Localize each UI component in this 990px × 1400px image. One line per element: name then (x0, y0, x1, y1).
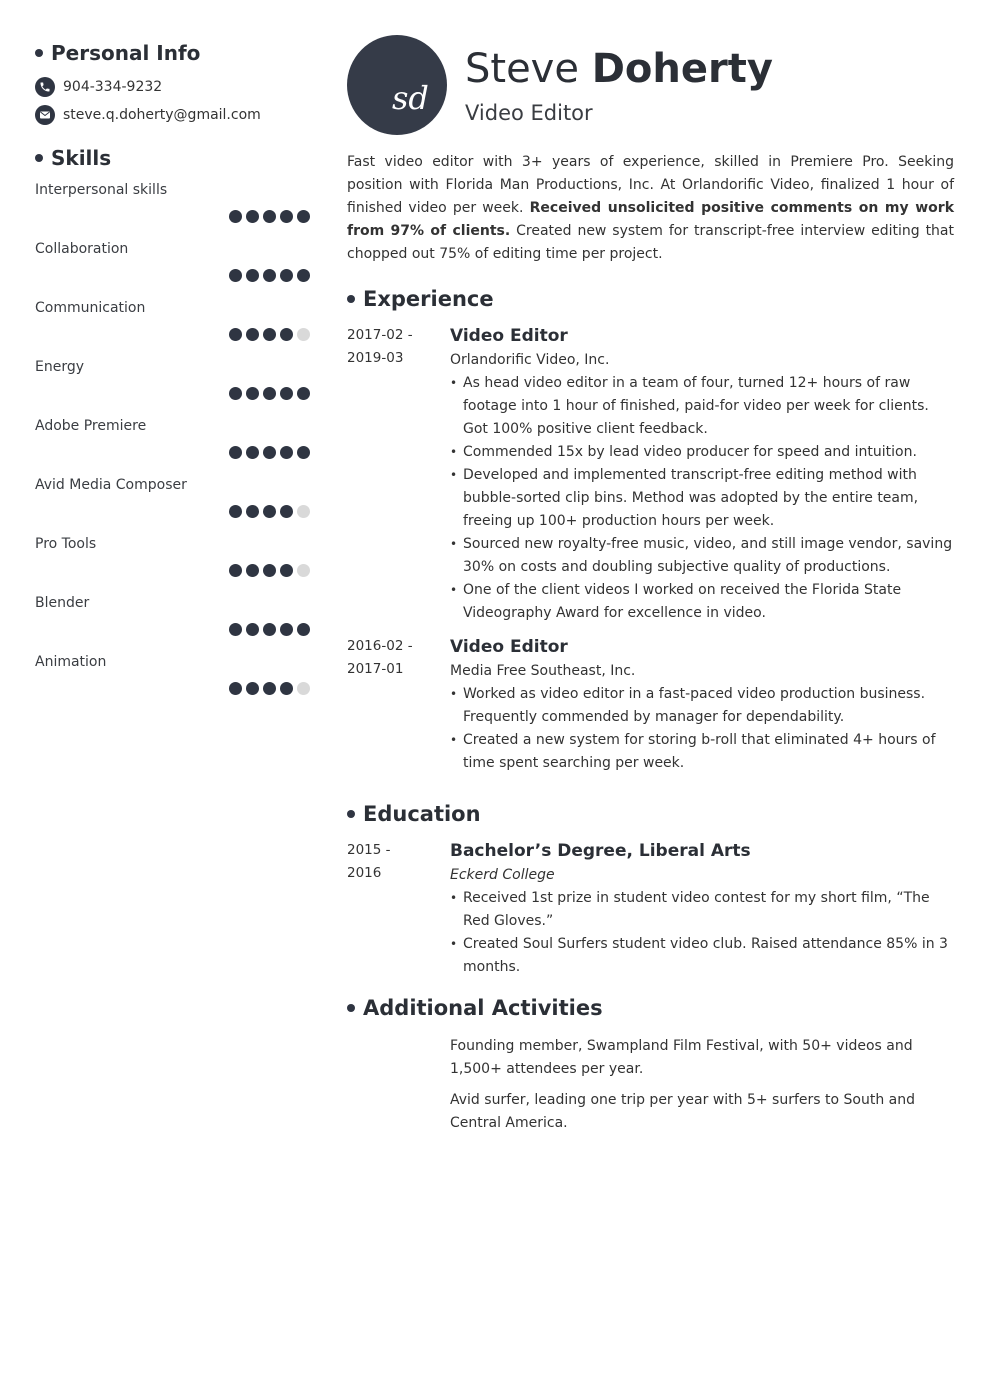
resume-header (347, 35, 954, 135)
skill-name: Animation (35, 654, 107, 670)
company: Orlandorific Video, Inc. (450, 352, 610, 368)
rating-dot-empty (297, 328, 310, 341)
email-icon (35, 105, 55, 125)
rating-dot-filled (246, 446, 259, 459)
name-block (465, 45, 773, 125)
job-title: Video Editor (450, 326, 568, 346)
rating-dot-filled (280, 210, 293, 223)
skill-row (35, 654, 310, 713)
skill-name: Pro Tools (35, 536, 97, 552)
company: Media Free Southeast, Inc. (450, 663, 636, 679)
activities-heading-text: Additional Activities (363, 996, 603, 1020)
rating-dot-filled (229, 682, 242, 695)
skills-heading (35, 143, 310, 173)
education-bullets (450, 887, 954, 979)
rating-dot-filled (280, 446, 293, 459)
rating-dot-empty (297, 682, 310, 695)
experience-list (347, 324, 954, 775)
summary-text-end: Created new system for transcript-free interview editing that chopped out 75% of editing time per project. (347, 223, 954, 262)
skills-list (35, 182, 310, 713)
rating-dot-filled (229, 387, 242, 400)
experience-heading (347, 284, 954, 314)
rating-dot-filled (229, 505, 242, 518)
skill-row (35, 595, 310, 654)
skill-name: Interpersonal skills (35, 182, 168, 198)
rating-dot-filled (263, 269, 276, 282)
activities-body (450, 1035, 954, 1143)
skill-name: Blender (35, 595, 90, 611)
job-bullets (450, 372, 954, 625)
list-item: • Commended 15x by lead video producer for speed and intuition. (450, 441, 954, 464)
skill-rating (225, 446, 310, 459)
rating-dot-filled (246, 387, 259, 400)
rating-dot-filled (297, 210, 310, 223)
experience-entry (347, 635, 954, 775)
rating-dot-filled (297, 623, 310, 636)
rating-dot-filled (229, 564, 242, 577)
list-item: • One of the client videos I worked on received the Florida State Videography Award for excellence in video. (450, 579, 954, 625)
avatar (347, 35, 447, 135)
skill-row (35, 182, 310, 241)
education-heading (347, 799, 954, 829)
list-item: • Worked as video editor in a fast-paced video production business. Frequently commended by manager for dependability. (450, 683, 954, 729)
personal-info-heading (35, 38, 310, 68)
rating-dot-filled (246, 328, 259, 341)
date-end: 2016 (347, 865, 382, 881)
last-name: Doherty (591, 46, 773, 92)
rating-dot-filled (229, 210, 242, 223)
rating-dot-filled (280, 623, 293, 636)
rating-dot-filled (280, 564, 293, 577)
degree: Bachelor’s Degree, Liberal Arts (450, 841, 751, 861)
email-address[interactable]: steve.q.doherty@gmail.com (63, 107, 261, 123)
rating-dot-filled (246, 564, 259, 577)
activity-item: Founding member, Swampland Film Festival, with 50+ videos and 1,500+ attendees per year. (450, 1038, 913, 1077)
rating-dot-filled (263, 682, 276, 695)
skill-name: Adobe Premiere (35, 418, 147, 434)
activities-spacer (347, 1035, 450, 1143)
skill-row (35, 241, 310, 300)
skill-rating (225, 210, 310, 223)
rating-dot-filled (280, 505, 293, 518)
activity-item: Avid surfer, leading one trip per year with 5+ surfers to South and Central America. (450, 1092, 916, 1131)
date-start: 2016-02 - (347, 638, 413, 654)
phone-row (35, 73, 310, 101)
rating-dot-filled (229, 269, 242, 282)
rating-dot-filled (229, 623, 242, 636)
job-dates (347, 635, 450, 775)
job-title: Video Editor (450, 637, 568, 657)
summary-text: Fast video editor with 3+ years of experience, skilled in Premiere Pro. Seeking position with Florida Man Productions, Inc. At Orlandorific Video, finalized 1 hour of finished video per week. (347, 154, 954, 216)
skill-name: Communication (35, 300, 146, 316)
phone-number: 904-334-9232 (63, 79, 163, 95)
rating-dot-filled (297, 446, 310, 459)
rating-dot-filled (263, 505, 276, 518)
first-name: Steve (465, 46, 579, 92)
skill-row (35, 359, 310, 418)
skill-rating (225, 623, 310, 636)
skill-row (35, 418, 310, 477)
job-body (450, 635, 954, 775)
date-start: 2017-02 - (347, 327, 413, 343)
list-item: • Sourced new royalty-free music, video, and still image vendor, saving 30% on costs and doubling subjective quality of productions. (450, 533, 954, 579)
skill-rating (225, 564, 310, 577)
experience-entry (347, 324, 954, 625)
rating-dot-filled (280, 328, 293, 341)
rating-dot-filled (246, 505, 259, 518)
rating-dot-filled (246, 210, 259, 223)
skill-name: Energy (35, 359, 85, 375)
skill-rating (225, 505, 310, 518)
skill-name: Avid Media Composer (35, 477, 187, 493)
experience-heading-text: Experience (363, 287, 494, 311)
job-body (450, 324, 954, 625)
list-item: • Created Soul Surfers student video club. Raised attendance 85% in 3 months. (450, 933, 954, 979)
rating-dot-filled (246, 682, 259, 695)
rating-dot-empty (297, 505, 310, 518)
heading-bullet (35, 49, 43, 57)
skill-row (35, 300, 310, 359)
rating-dot-empty (297, 564, 310, 577)
job-title: Video Editor (465, 101, 593, 125)
list-item: • Created a new system for storing b-roll that eliminated 4+ hours of time spent searching per week. (450, 729, 954, 775)
sidebar (35, 38, 310, 713)
skill-rating (225, 682, 310, 695)
rating-dot-filled (263, 328, 276, 341)
date-start: 2015 - (347, 842, 391, 858)
skill-row (35, 536, 310, 595)
email-row (35, 101, 310, 129)
skill-rating (225, 328, 310, 341)
skill-row (35, 477, 310, 536)
rating-dot-filled (229, 328, 242, 341)
phone-icon (35, 77, 55, 97)
rating-dot-filled (263, 623, 276, 636)
skill-rating (225, 387, 310, 400)
rating-dot-filled (263, 210, 276, 223)
heading-bullet (347, 295, 355, 303)
summary (347, 151, 954, 266)
list-item: • Received 1st prize in student video contest for my short film, “The Red Gloves.” (450, 887, 954, 933)
avatar-initials: sd (392, 79, 429, 117)
main-content (347, 35, 954, 1143)
school: Eckerd College (450, 867, 555, 883)
job-bullets (450, 683, 954, 775)
rating-dot-filled (263, 564, 276, 577)
skill-rating (225, 269, 310, 282)
education-heading-text: Education (363, 802, 481, 826)
job-dates (347, 324, 450, 625)
rating-dot-filled (297, 387, 310, 400)
summary-highlight: Received unsolicited positive comments on my work from 97% of clients. (347, 200, 954, 239)
list-item: • Developed and implemented transcript-free editing method with bubble-sorted clip bins. Method was adopted by the entire team, freeing up 100+ production hours per week. (450, 464, 954, 533)
rating-dot-filled (246, 623, 259, 636)
skills-heading-text: Skills (51, 146, 112, 170)
rating-dot-filled (246, 269, 259, 282)
rating-dot-filled (229, 446, 242, 459)
education-body (450, 839, 954, 979)
list-item: • As head video editor in a team of four, turned 12+ hours of raw footage into 1 hour of finished, paid-for video per week for clients. Got 100% positive client feedback. (450, 372, 954, 441)
date-end: 2019-03 (347, 350, 404, 366)
personal-info-heading-text: Personal Info (51, 41, 201, 65)
activities-heading (347, 993, 954, 1023)
full-name (465, 45, 773, 93)
education-dates (347, 839, 450, 979)
education-entry (347, 839, 954, 979)
rating-dot-filled (297, 269, 310, 282)
heading-bullet (347, 810, 355, 818)
activities-entry (347, 1035, 954, 1143)
rating-dot-filled (280, 682, 293, 695)
date-end: 2017-01 (347, 661, 404, 677)
rating-dot-filled (280, 269, 293, 282)
skill-name: Collaboration (35, 241, 129, 257)
heading-bullet (35, 154, 43, 162)
heading-bullet (347, 1004, 355, 1012)
rating-dot-filled (280, 387, 293, 400)
rating-dot-filled (263, 387, 276, 400)
rating-dot-filled (263, 446, 276, 459)
